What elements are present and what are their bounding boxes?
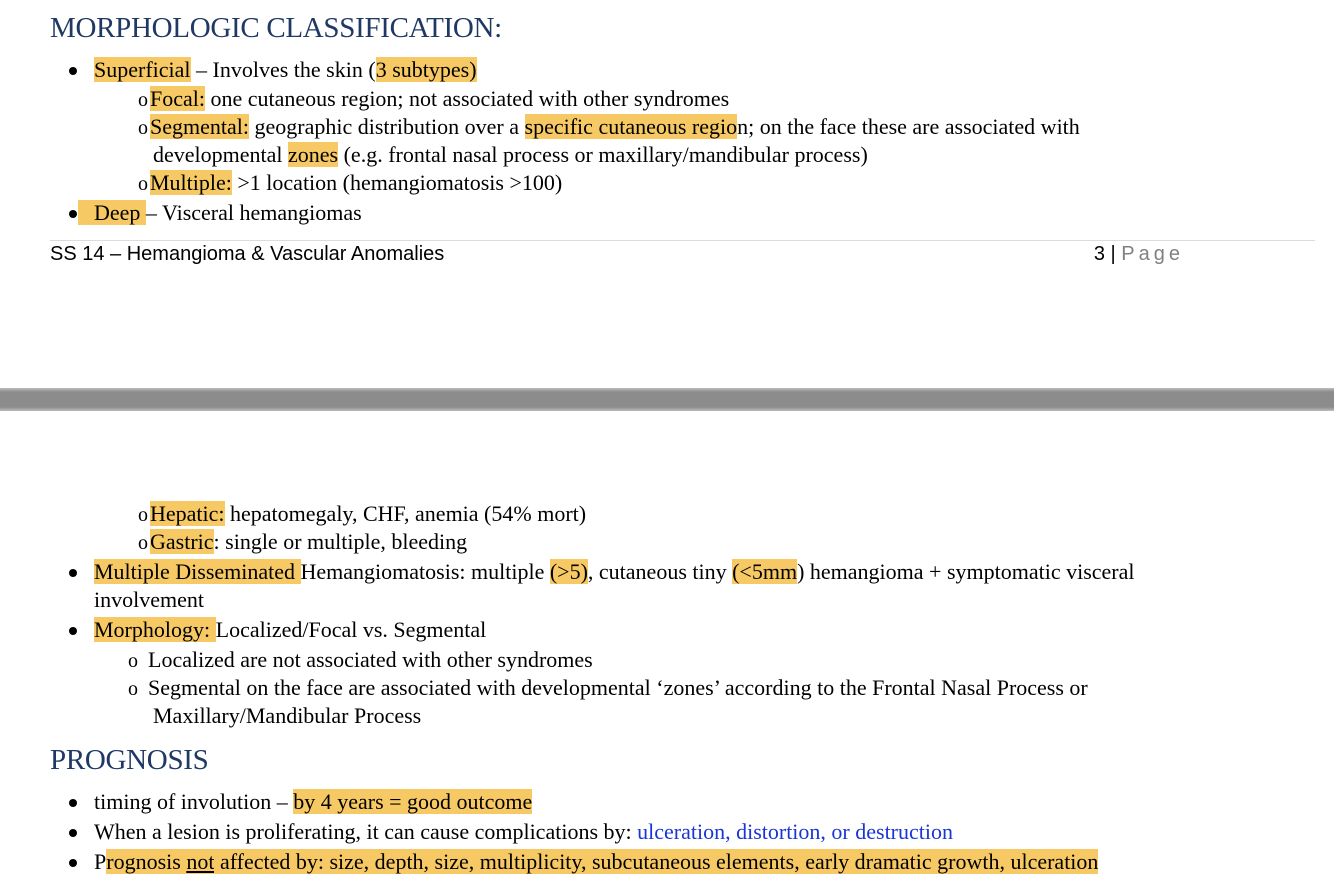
prognosis-item-involution: timing of involution – by 4 years = good outcome xyxy=(94,789,533,814)
bullet-dot xyxy=(69,829,77,837)
sub-item-localized: o Localized are not associated with other syndromes xyxy=(128,646,593,675)
page-number: 3 | Page xyxy=(1093,243,1184,265)
list-item-superficial: Superficial – Involves the skin (3 subtypes) xyxy=(94,57,477,82)
list-item-multiple-disseminated-line2: involvement xyxy=(94,587,204,612)
sub-item-segmental-line2: developmental zones (e.g. frontal nasal process or maxillary/mandibular process) xyxy=(153,142,868,167)
sub-item-segmental-face-line2: Maxillary/Mandibular Process xyxy=(153,703,422,728)
list-item-deep: Deep – Visceral hemangiomas xyxy=(78,199,362,227)
circle-bullet-icon: o xyxy=(128,678,138,700)
circle-bullet-icon: o xyxy=(138,117,148,139)
bullet-dot xyxy=(69,210,77,218)
sub-item-focal: oFocal: one cutaneous region; not associated with other syndromes xyxy=(138,85,729,114)
list-item-morphology: Morphology: Localized/Focal vs. Segmental xyxy=(94,617,487,642)
sub-item-gastric: oGastric: single or multiple, bleeding xyxy=(138,528,467,557)
bullet-dot xyxy=(69,67,77,75)
sub-item-segmental-face: o Segmental on the face are associated with developmental ‘zones’ according to the Frontal Nasal Process or xyxy=(128,674,1088,703)
bullet-dot xyxy=(69,627,77,635)
sub-item-hepatic: oHepatic: hepatomegaly, CHF, anemia (54% mort) xyxy=(138,500,586,529)
sub-item-multiple: oMultiple: >1 location (hemangiomatosis >100) xyxy=(138,169,562,198)
section-heading-prognosis: PROGNOSIS xyxy=(50,744,209,776)
circle-bullet-icon: o xyxy=(138,532,148,554)
footer-divider xyxy=(50,240,1315,241)
section-heading-morphologic: MORPHOLOGIC CLASSIFICATION: xyxy=(50,12,502,44)
prognosis-item-not-affected: Prognosis not affected by: size, depth, size, multiplicity, subcutaneous elements, early dramatic growth, ulceration xyxy=(94,849,1099,874)
circle-bullet-icon: o xyxy=(128,650,138,672)
bullet-dot xyxy=(69,569,77,577)
prognosis-item-complications: When a lesion is proliferating, it can cause complications by: ulceration, distortion, or destruction xyxy=(94,819,953,844)
page-footer xyxy=(50,243,1184,266)
bullet-dot xyxy=(69,799,77,807)
circle-bullet-icon: o xyxy=(138,504,148,526)
sub-item-segmental: oSegmental: geographic distribution over a specific cutaneous region; on the face these are associated with xyxy=(138,113,1080,142)
circle-bullet-icon: o xyxy=(138,173,148,195)
highlight-subtypes: 3 subtypes) xyxy=(375,57,477,82)
list-item-multiple-disseminated: Multiple Disseminated Hemangiomatosis: multiple (>5), cutaneous tiny (<5mm) hemangioma + symptomatic visceral xyxy=(94,559,1135,584)
page-break-separator xyxy=(0,388,1334,411)
circle-bullet-icon: o xyxy=(138,89,148,111)
bullet-dot xyxy=(69,859,77,867)
footer-title: SS 14 – Hemangioma & Vascular Anomalies xyxy=(50,243,445,265)
highlight-superficial: Superficial xyxy=(94,57,191,82)
